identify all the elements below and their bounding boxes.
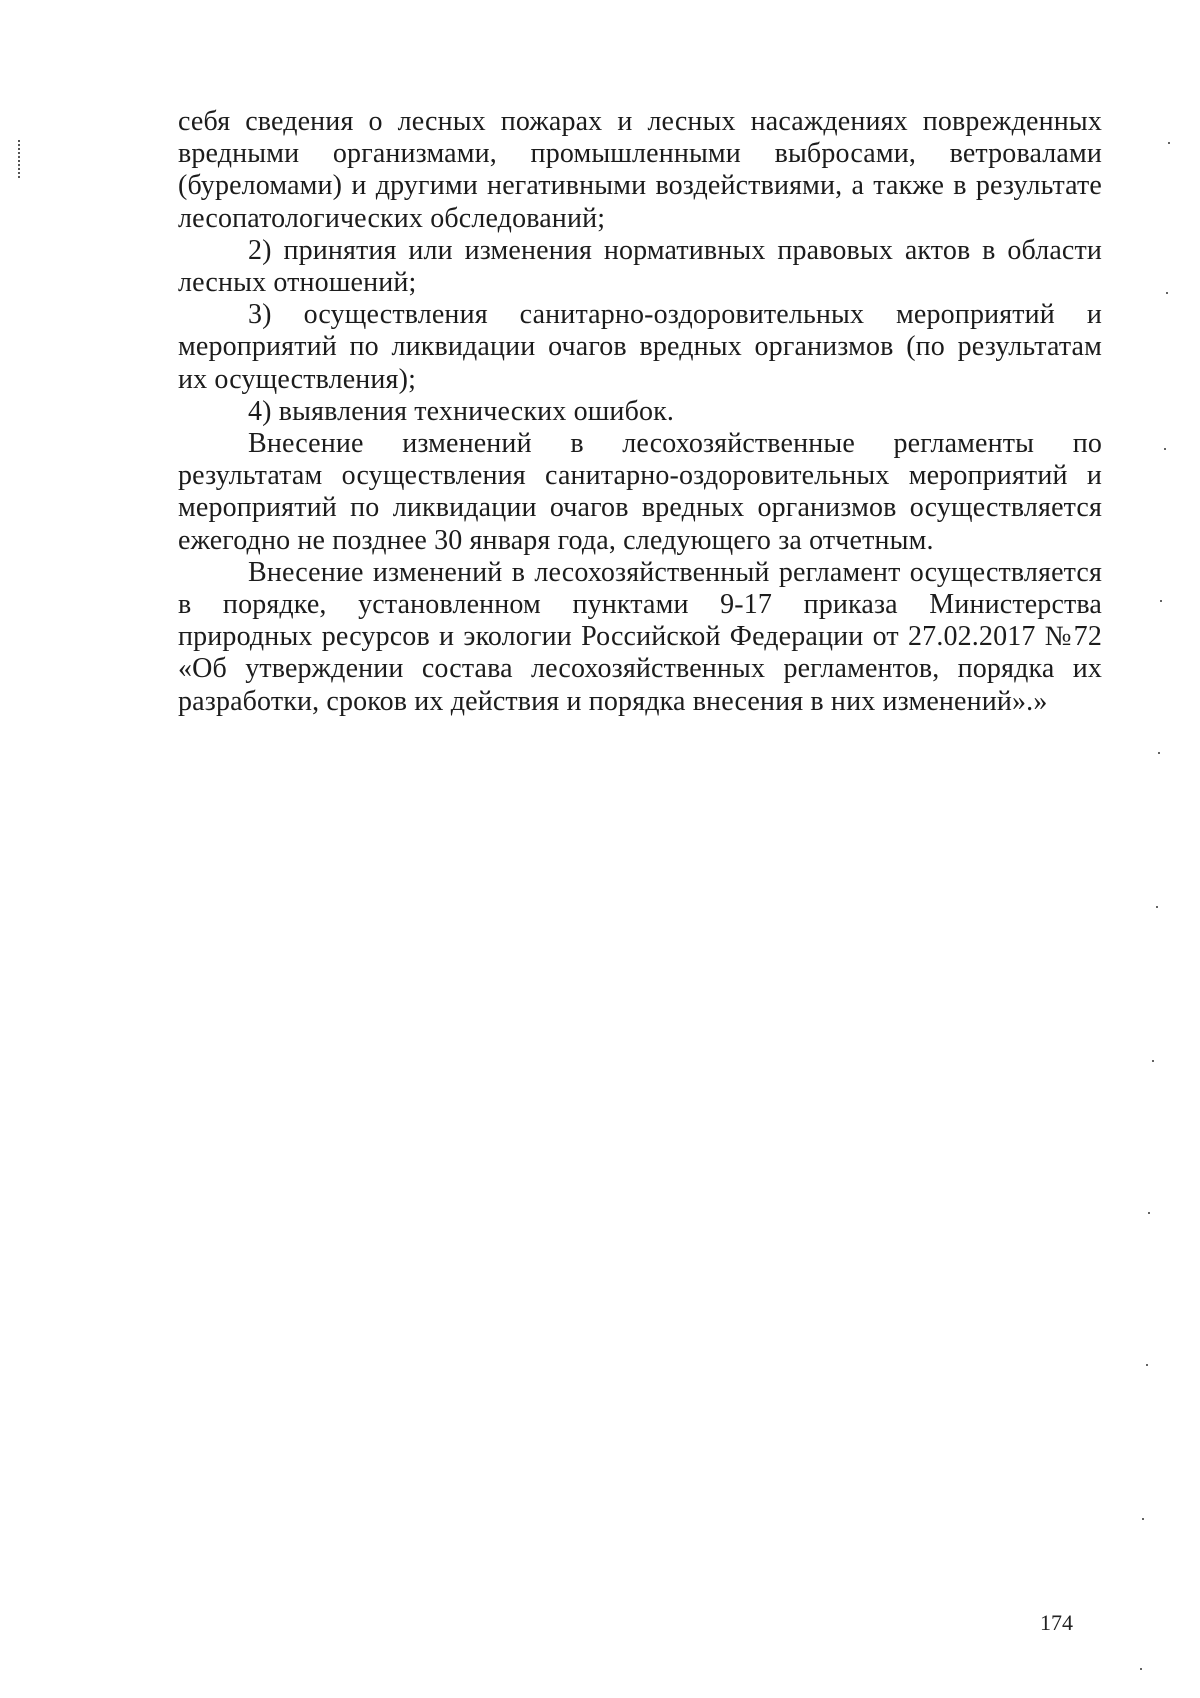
scan-speck	[1160, 600, 1162, 602]
scan-speck	[1148, 1212, 1150, 1214]
scan-speck	[1156, 906, 1158, 908]
scan-speck	[1166, 292, 1168, 294]
text-line: мероприятий по ликвидации очагов вредных организмов осуществляется	[178, 492, 1102, 524]
text-line: Внесение изменений в лесохозяйственный регламент осуществляется	[248, 556, 1102, 588]
text-line: (буреломами) и другими негативными воздействиями, а также в результате	[178, 170, 1102, 202]
text-line: разработки, сроков их действия и порядка внесения в них изменений».»	[178, 685, 1048, 717]
text-line: 2) принятия или изменения нормативных правовых актов в области	[248, 234, 1102, 266]
scan-speck	[1146, 1364, 1148, 1366]
document-body	[178, 106, 1102, 718]
scan-speck	[1168, 142, 1170, 144]
text-line: 3) осуществления санитарно-оздоровительных мероприятий и	[248, 299, 1102, 331]
text-line: 4) выявления технических ошибок.	[248, 395, 675, 427]
text-line: «Об утверждении состава лесохозяйственных регламентов, порядка их	[178, 653, 1102, 685]
text-line: их осуществления);	[178, 363, 416, 395]
text-line: ежегодно не позднее 30 января года, следующего за отчетным.	[178, 524, 934, 556]
text-line: себя сведения о лесных пожарах и лесных насаждениях поврежденных	[178, 106, 1102, 137]
scan-speck	[1142, 1518, 1144, 1520]
text-line: природных ресурсов и экологии Российской Федерации от 27.02.2017 №72	[178, 621, 1102, 653]
scan-speck	[1140, 1668, 1142, 1670]
scan-speck	[1158, 752, 1160, 754]
text-line: мероприятий по ликвидации очагов вредных организмов (по результатам	[178, 331, 1102, 363]
text-line: лесопатологических обследований;	[178, 202, 606, 234]
text-line: результатам осуществления санитарно-оздоровительных мероприятий и	[178, 460, 1102, 492]
text-line: лесных отношений;	[178, 267, 417, 299]
scan-speck	[1152, 1060, 1154, 1062]
text-line: вредными организмами, промышленными выбросами, ветровалами	[178, 138, 1102, 170]
page-number: 174	[1040, 1610, 1073, 1635]
text-line: Внесение изменений в лесохозяйственные регламенты по	[248, 428, 1102, 460]
scan-speck	[1164, 448, 1166, 450]
text-line: в порядке, установленном пунктами 9-17 приказа Министерства	[178, 589, 1102, 621]
scan-margin-mark	[18, 140, 26, 178]
